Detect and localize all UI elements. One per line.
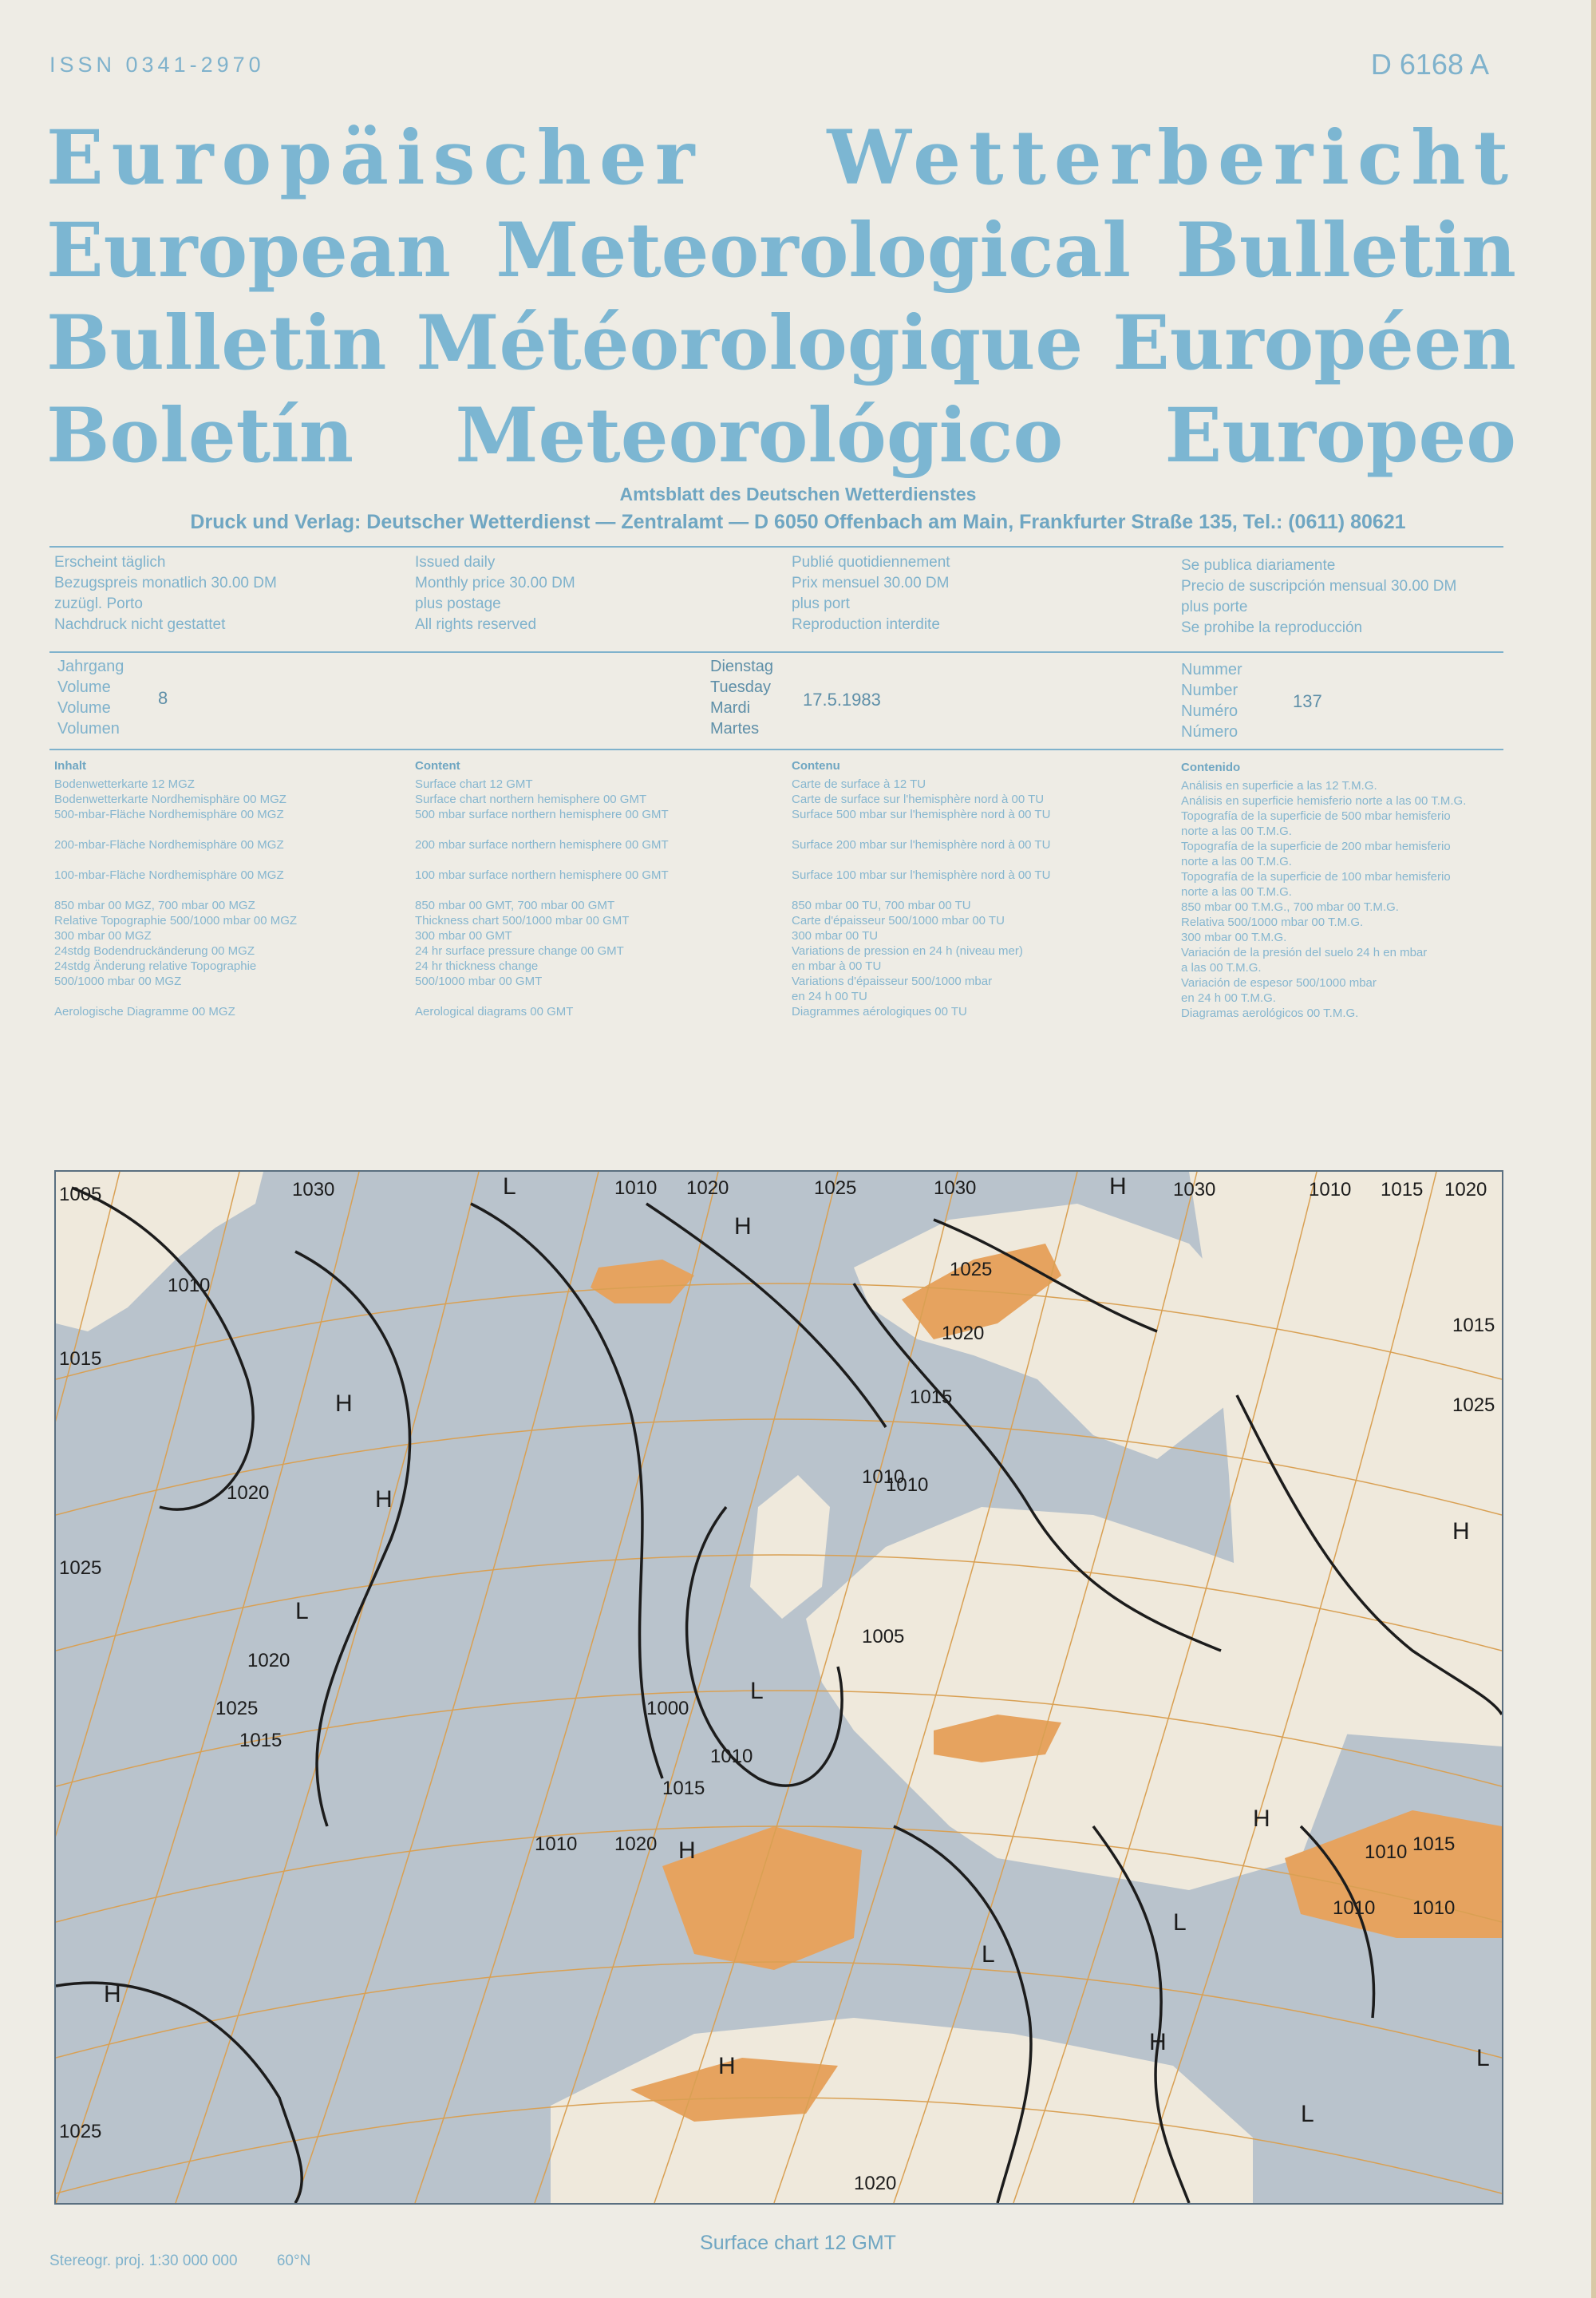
subscription-line: Reproduction interdite — [792, 616, 940, 633]
contents-item: 200-mbar-Fläche Nordhemisphäre 00 MGZ — [54, 838, 284, 852]
anatolia-land — [1285, 1810, 1502, 1938]
contents-item: en mbar à 00 TU — [792, 959, 882, 973]
contents-item: norte a las 00 T.M.G. — [1181, 855, 1292, 868]
low-pressure-center: L — [750, 1678, 764, 1704]
subscription-line: Nachdruck nicht gestattet — [54, 616, 226, 633]
scandinavia-land — [854, 1204, 1253, 1459]
isobar-label: 1020 — [1444, 1179, 1487, 1200]
meridian-line — [56, 1172, 359, 2203]
contents-item: 500 mbar surface northern hemisphere 00 GMT — [415, 808, 669, 821]
contents-item: Diagrammes aérologiques 00 TU — [792, 1005, 967, 1018]
contents-item — [415, 822, 669, 837]
contents-item: en 24 h 00 T.M.G. — [1181, 991, 1276, 1005]
contents-heading: Contenido — [1181, 761, 1241, 774]
title-word: Wetterbericht — [827, 114, 1516, 202]
contents-item: Carte d'épaisseur 500/1000 mbar 00 TU — [792, 914, 1005, 928]
isobar-label: 1010 — [862, 1466, 905, 1488]
isobar-label: 1025 — [215, 1698, 259, 1719]
contents-item: Variations de pression en 24 h (niveau mer) — [792, 944, 1023, 958]
low-pressure-center: L — [503, 1173, 516, 1200]
subscription-line: Precio de suscripción mensual 30.00 DM — [1181, 578, 1457, 595]
contents-item: 300 mbar 00 GMT — [415, 929, 512, 943]
map-caption: Surface chart 12 GMT — [700, 2232, 896, 2254]
contents-item: norte a las 00 T.M.G. — [1181, 885, 1292, 899]
isobar-label: 1015 — [910, 1386, 953, 1408]
contents-de — [54, 758, 297, 1019]
title-word: Europäischer — [46, 114, 703, 202]
contents-item: Variación de espesor 500/1000 mbar — [1181, 976, 1377, 990]
contents-item: Análisis en superficie hemisferio norte a las 00 T.M.G. — [1181, 794, 1467, 808]
subscription-line: plus porte — [1181, 599, 1248, 615]
subscription-line: plus port — [792, 595, 850, 612]
projection-note — [49, 2253, 310, 2270]
isobar-label: 1020 — [614, 1833, 658, 1855]
meridian-line — [295, 1172, 598, 2203]
issn: ISSN 0341-2970 — [49, 53, 265, 77]
day-label: Tuesday — [710, 678, 771, 696]
isobar-label: 1005 — [59, 1184, 102, 1205]
contents-item: Thickness chart 500/1000 mbar 00 GMT — [415, 914, 630, 928]
subscription-de — [54, 552, 277, 635]
isobar-label: 1025 — [1452, 1394, 1495, 1416]
contents-item — [54, 822, 297, 837]
isobar-label: 1010 — [886, 1474, 929, 1496]
volume-label: Volumen — [57, 720, 120, 738]
contents-item: Surface chart northern hemisphere 00 GMT — [415, 793, 647, 806]
isobar-label: 1015 — [662, 1778, 705, 1799]
title-word: Bulletin — [46, 299, 387, 387]
contents-item: 500/1000 mbar 00 MGZ — [54, 975, 182, 988]
contents-item: Variación de la presión del suelo 24 h en mbar — [1181, 946, 1428, 959]
isobar-label: 1010 — [1412, 1897, 1456, 1919]
title-word: Météorologique — [416, 299, 1084, 387]
isobar-label: 1010 — [168, 1275, 211, 1296]
high-pressure-center: H — [678, 1837, 696, 1864]
contents-item: 850 mbar 00 MGZ, 700 mbar 00 MGZ — [54, 899, 255, 912]
volume-label: Volume — [57, 678, 111, 696]
isobar-label: 1010 — [1365, 1841, 1408, 1863]
amtsblatt: Amtsblatt des Deutschen Wetterdienstes — [619, 484, 977, 504]
day-labels — [710, 656, 773, 739]
high-pressure-center: H — [734, 1213, 752, 1240]
isobar-label: 1015 — [1452, 1315, 1495, 1336]
isobar-label: 1015 — [1381, 1179, 1424, 1200]
subscription-en — [415, 552, 575, 635]
subscription-line: All rights reserved — [415, 616, 537, 633]
title-english — [46, 204, 1516, 297]
subscription-line: plus postage — [415, 595, 501, 612]
isobar-label: 1010 — [1309, 1179, 1352, 1200]
title-word: European — [46, 207, 451, 295]
isobar-label: 1025 — [59, 2121, 102, 2142]
title-word: Européen — [1112, 299, 1516, 387]
high-pressure-center: H — [1452, 1518, 1470, 1545]
contents-item: Relativa 500/1000 mbar 00 T.M.G. — [1181, 916, 1364, 929]
surface-chart-map — [54, 1170, 1503, 2205]
day-label: Mardi — [710, 699, 751, 717]
isobar-label: 1005 — [862, 1626, 905, 1647]
contents-item: 24stdg Bodendruckänderung 00 MGZ — [54, 944, 255, 958]
contents-item: Bodenwetterkarte 12 MGZ — [54, 777, 195, 791]
contents-item — [54, 852, 297, 868]
title-german — [46, 112, 1516, 204]
isobar-label: 1015 — [59, 1348, 102, 1370]
low-pressure-center: L — [1301, 2101, 1314, 2127]
projection-text: Stereogr. proj. 1:30 000 000 — [49, 2253, 238, 2269]
latitude-text: 60°N — [276, 2253, 311, 2269]
divider — [49, 546, 1503, 548]
day-label: Martes — [710, 720, 760, 738]
contents-es — [1181, 760, 1466, 1021]
contents-item: Bodenwetterkarte Nordhemisphäre 00 MGZ — [54, 793, 286, 806]
issue-date: 17.5.1983 — [803, 690, 881, 710]
contents-item: 24 hr thickness change — [415, 959, 539, 973]
contents-item — [792, 822, 1050, 837]
contents-list — [54, 777, 297, 1019]
contents-item: 24stdg Änderung relative Topographie — [54, 959, 257, 973]
isobar-label: 1020 — [227, 1482, 270, 1504]
subscription-line: Monthly price 30.00 DM — [415, 575, 575, 591]
low-pressure-center: L — [982, 1941, 995, 1968]
subscription-line: Publié quotidiennement — [792, 554, 950, 571]
subscription-line: zuzügl. Porto — [54, 595, 143, 612]
isobar-label: 1025 — [59, 1557, 102, 1579]
high-pressure-center: H — [1149, 2029, 1167, 2055]
contents-item: 300 mbar 00 MGZ — [54, 929, 152, 943]
subscription-fr — [792, 552, 950, 635]
low-pressure-center: L — [1476, 2045, 1490, 2071]
weather-map-svg — [56, 1172, 1502, 2203]
title-spanish — [46, 390, 1516, 482]
title-word: Meteorológico — [455, 392, 1064, 480]
contents-item — [415, 852, 669, 868]
subscription-line: Se prohibe la reproducción — [1181, 619, 1363, 636]
low-pressure-center: L — [295, 1598, 309, 1624]
isobar-label: 1010 — [710, 1746, 753, 1767]
contents-item: 850 mbar 00 GMT, 700 mbar 00 GMT — [415, 899, 615, 912]
contents-item: Análisis en superficie a las 12 T.M.G. — [1181, 779, 1377, 793]
isobar-label: 1015 — [239, 1730, 282, 1751]
contents-item — [792, 883, 1050, 898]
contents-item: Carte de surface à 12 TU — [792, 777, 926, 791]
contents-item — [415, 989, 669, 1004]
contents-heading: Inhalt — [54, 759, 86, 773]
number-label: Número — [1181, 723, 1238, 741]
contents-item: norte a las 00 T.M.G. — [1181, 825, 1292, 838]
contents-list — [415, 777, 669, 1019]
subscription-line: Se publica diariamente — [1181, 557, 1336, 574]
subscription-line: Bezugspreis monatlich 30.00 DM — [54, 575, 277, 591]
page-edge — [1591, 0, 1596, 2298]
contents-item: Variations d'épaisseur 500/1000 mbar — [792, 975, 993, 988]
iceland-land — [591, 1260, 694, 1303]
british-isles-land — [750, 1475, 830, 1619]
divider — [49, 749, 1503, 750]
contents-item: Surface 200 mbar sur l'hemisphère nord à 00 TU — [792, 838, 1051, 852]
high-pressure-center: H — [718, 2053, 736, 2079]
contents-heading: Content — [415, 759, 460, 773]
volume-labels — [57, 656, 124, 739]
contents-item: Carte de surface sur l'hemisphère nord à 00 TU — [792, 793, 1045, 806]
contents-item: Topografía de la superficie de 200 mbar hemisferio — [1181, 840, 1451, 853]
contents-en — [415, 758, 669, 1019]
contents-item — [415, 883, 669, 898]
isobar-label: 1000 — [646, 1698, 689, 1719]
contents-item: 100 mbar surface northern hemisphere 00 GMT — [415, 868, 669, 882]
contents-item: Topografía de la superficie de 500 mbar hemisferio — [1181, 809, 1451, 823]
contents-item: Diagramas aerológicos 00 T.M.G. — [1181, 1007, 1359, 1020]
contents-item: 500/1000 mbar 00 GMT — [415, 975, 543, 988]
isobar — [295, 1252, 410, 1826]
isobar-label: 1025 — [814, 1177, 857, 1199]
day-label: Dienstag — [710, 658, 773, 675]
high-pressure-center: H — [335, 1390, 353, 1417]
contents-item: 850 mbar 00 T.M.G., 700 mbar 00 T.M.G. — [1181, 900, 1399, 914]
contents-item: a las 00 T.M.G. — [1181, 961, 1262, 975]
title-word: Bulletin — [1175, 207, 1516, 295]
subscription-line: Issued daily — [415, 554, 496, 571]
isobar-label: 1020 — [942, 1323, 985, 1344]
title-block — [46, 112, 1516, 482]
contents-item — [792, 852, 1050, 868]
contents-item: en 24 h 00 TU — [792, 990, 867, 1003]
contents-item: Surface chart 12 GMT — [415, 777, 533, 791]
contents-list — [792, 777, 1050, 1019]
publisher-address: Druck und Verlag: Deutscher Wetterdienst — Zentralamt — D 6050 Offenbach am Main, Frankfurter Straße 135, Tel.: (0611) 80621 — [190, 511, 1406, 533]
isobar-label: 1025 — [950, 1259, 993, 1280]
contents-item: 200 mbar surface northern hemisphere 00 GMT — [415, 838, 669, 852]
high-pressure-center: H — [1109, 1173, 1127, 1200]
contents-item: 850 mbar 00 TU, 700 mbar 00 TU — [792, 899, 971, 912]
divider — [49, 651, 1503, 653]
high-pressure-center: H — [1253, 1806, 1270, 1832]
high-pressure-center: H — [104, 1981, 121, 2007]
title-word: Europeo — [1164, 392, 1516, 480]
number-label: Number — [1181, 682, 1238, 699]
title-french — [46, 297, 1516, 390]
contents-item: 24 hr surface pressure change 00 GMT — [415, 944, 624, 958]
contents-item — [54, 989, 297, 1004]
number-label: Numéro — [1181, 702, 1238, 720]
isobar-label: 1030 — [934, 1177, 977, 1199]
number-label: Nummer — [1181, 661, 1242, 678]
subscription-line: Prix mensuel 30.00 DM — [792, 575, 950, 591]
contents-item: 500-mbar-Fläche Nordhemisphäre 00 MGZ — [54, 808, 284, 821]
contents-list — [1181, 778, 1466, 1021]
contents-heading: Contenu — [792, 759, 840, 773]
contents-item: 300 mbar 00 TU — [792, 929, 879, 943]
contents-item: Aerological diagrams 00 GMT — [415, 1005, 574, 1018]
contents-item: Surface 100 mbar sur l'hemisphère nord à 00 TU — [792, 868, 1051, 882]
contents-item: Topografía de la superficie de 100 mbar hemisferio — [1181, 870, 1451, 884]
contents-item: 300 mbar 00 T.M.G. — [1181, 931, 1287, 944]
isobar-label: 1010 — [614, 1177, 658, 1199]
map-land-layer — [56, 1172, 1502, 2203]
isobar-label: 1020 — [247, 1650, 290, 1671]
issue-number: 137 — [1293, 691, 1322, 711]
contents-item: 100-mbar-Fläche Nordhemisphäre 00 MGZ — [54, 868, 284, 882]
isobar-label: 1010 — [1333, 1897, 1376, 1919]
subscription-line: Erscheint täglich — [54, 554, 166, 571]
volume-label: Volume — [57, 699, 111, 717]
north-africa-land — [551, 2018, 1253, 2203]
title-word: Meteorological — [496, 207, 1132, 295]
meridian-line — [176, 1172, 479, 2203]
subscription-es — [1181, 556, 1456, 639]
isobar-label: 1020 — [854, 2173, 897, 2194]
contents-item — [54, 883, 297, 898]
contents-fr — [792, 758, 1050, 1019]
contents-item: Relative Topographie 500/1000 mbar 00 MGZ — [54, 914, 298, 928]
low-pressure-center: L — [1173, 1909, 1187, 1936]
contents-item: Aerologische Diagramme 00 MGZ — [54, 1005, 235, 1018]
high-pressure-center: H — [375, 1486, 393, 1513]
isobar-label: 1015 — [1412, 1833, 1456, 1855]
volume-number: 8 — [158, 688, 168, 708]
volume-label: Jahrgang — [57, 658, 124, 675]
isobar-label: 1030 — [1173, 1179, 1216, 1200]
title-word: Boletín — [46, 392, 354, 480]
number-labels — [1181, 659, 1242, 742]
isobar-label: 1020 — [686, 1177, 729, 1199]
isobar-label: 1010 — [535, 1833, 578, 1855]
contents-item: Surface 500 mbar sur l'hemisphère nord à 00 TU — [792, 808, 1051, 821]
isobar-label: 1030 — [292, 1179, 335, 1200]
publication-code: D 6168 A — [1370, 48, 1489, 81]
